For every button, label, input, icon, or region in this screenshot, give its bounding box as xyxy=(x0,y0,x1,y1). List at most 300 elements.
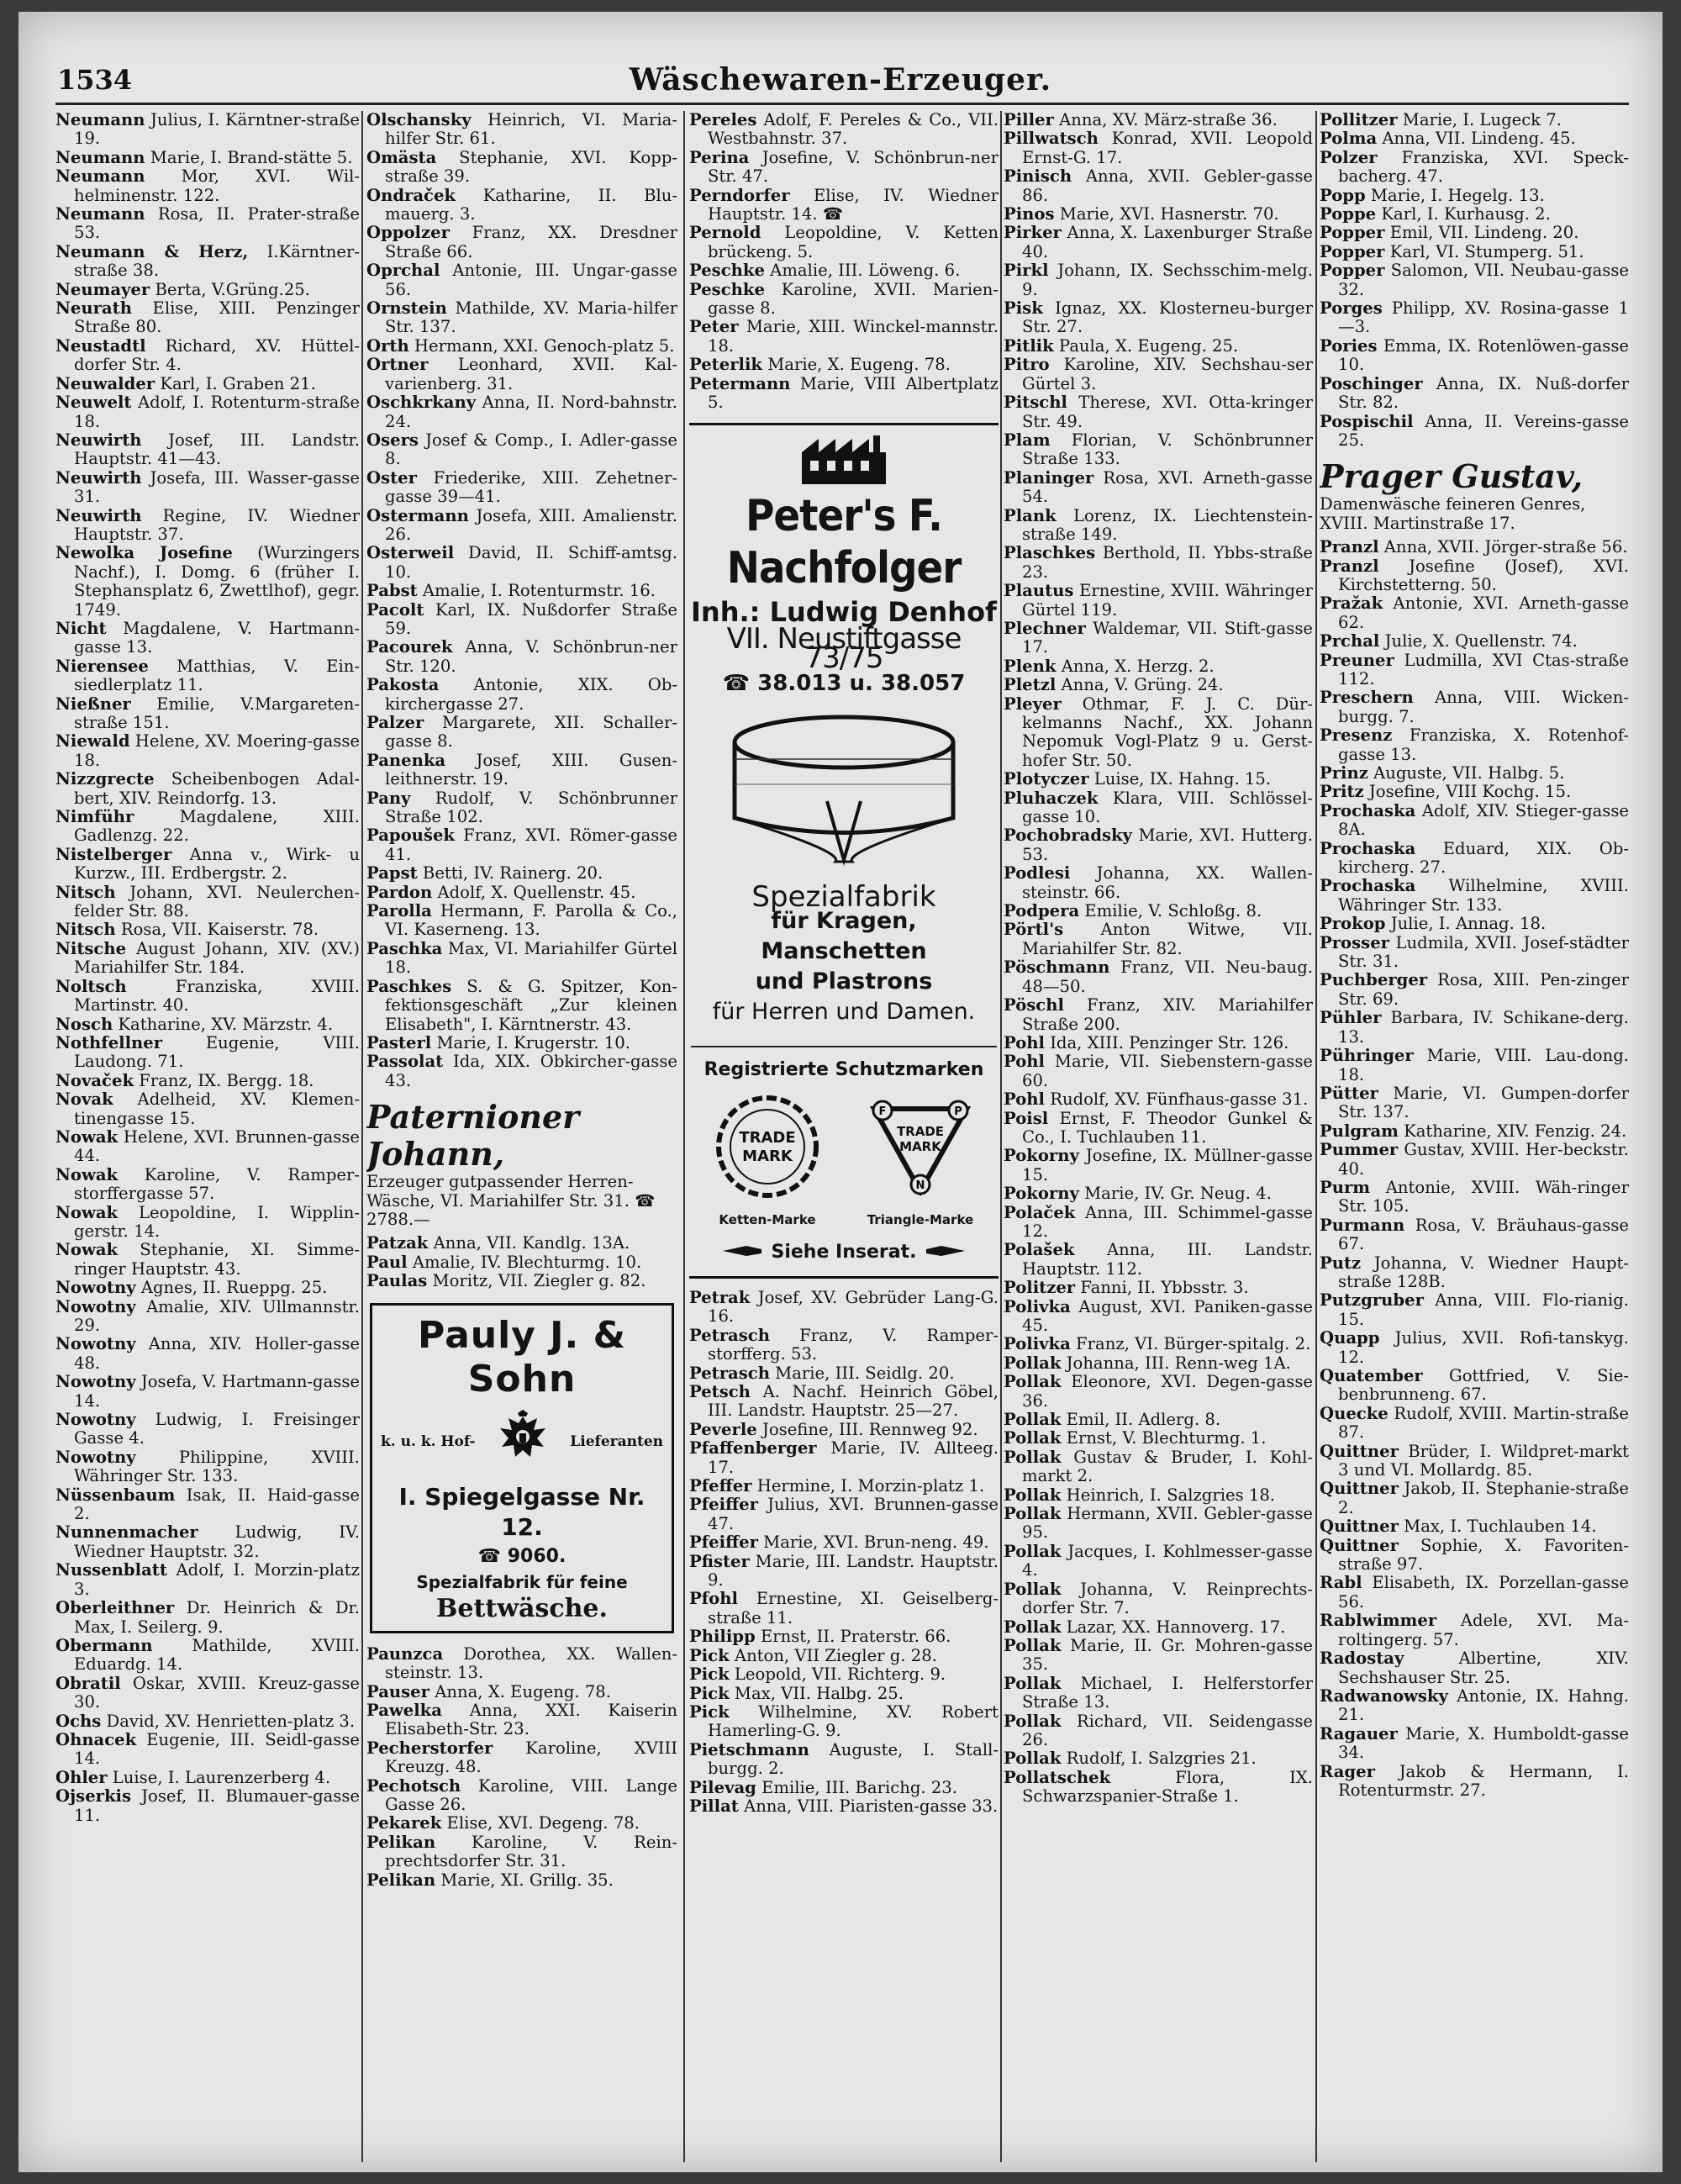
directory-entry xyxy=(1004,1712,1313,1750)
entry-details: Ida, XIX. Obkircher-gasse 43. xyxy=(385,1052,677,1090)
directory-entry xyxy=(1320,877,1629,915)
entry-name: Nowotny xyxy=(55,1372,136,1392)
directory-entry xyxy=(1004,1769,1313,1807)
directory-entry xyxy=(366,111,677,149)
directory-entry xyxy=(689,224,999,261)
entry-details: Matthias, V. Ein-siedlerplatz 11. xyxy=(74,656,360,695)
pointing-hand-icon xyxy=(721,1242,763,1264)
directory-entry xyxy=(55,1298,360,1336)
directory-entry xyxy=(1004,1052,1313,1090)
entry-details: Albertine, XIV. Sechshauser Str. 25. xyxy=(1338,1649,1629,1687)
directory-entry xyxy=(55,1373,360,1411)
entry-details: Josef, II. Blumauer-gasse 11. xyxy=(74,1786,360,1825)
directory-entry xyxy=(689,1289,999,1327)
directory-entry xyxy=(1004,1373,1313,1411)
directory-entry xyxy=(689,1741,999,1779)
entry-details: Jakob, II. Stephanie-straße 2. xyxy=(1338,1479,1629,1517)
directory-entry xyxy=(689,1553,999,1591)
directory-entry xyxy=(55,1523,360,1561)
directory-entry xyxy=(1320,1141,1629,1179)
directory-entry xyxy=(1004,1675,1313,1712)
directory-entry xyxy=(366,337,677,356)
entry-details: Ernestine, XVIII. Währinger Gürtel 119. xyxy=(1022,581,1313,620)
directory-entry xyxy=(55,1016,360,1034)
entry-name: Nowotny xyxy=(55,1334,136,1354)
ad-specialty: Spezialfabrik xyxy=(751,879,936,914)
entry-details: David, II. Schiff-amtsg. 10. xyxy=(385,543,677,582)
entry-name: Oprchal xyxy=(366,261,440,281)
entry-details: Anna, VIII. Flo-rianig. 15. xyxy=(1338,1290,1629,1329)
entry-name: Pohl xyxy=(1004,1032,1045,1052)
entry-name: Ortner xyxy=(366,355,429,375)
entry-name: Pütter xyxy=(1320,1083,1378,1103)
entry-details: Katharine, XIV. Fenzig. 24. xyxy=(1398,1121,1627,1141)
directory-entry xyxy=(1004,1090,1313,1109)
directory-entry xyxy=(55,808,360,846)
directory-entry xyxy=(1004,1749,1313,1768)
entry-details: Othmar, F. J. C. Dür-kelmanns Nachf., XX. Johann Nepomuk Vogl-Platz 9 u. Gerst-hofer Str. 50. xyxy=(1022,694,1313,770)
entry-name: Nowak xyxy=(55,1202,119,1222)
entry-name: Novak xyxy=(55,1089,113,1110)
entry-name: Oschkrkany xyxy=(366,393,477,413)
entry-name: Pfohl xyxy=(689,1589,738,1609)
directory-entry xyxy=(1004,393,1313,431)
entry-details: Marie, X. Humboldt-gasse 34. xyxy=(1338,1723,1629,1763)
entry-name: Nüssenbaum xyxy=(55,1485,176,1505)
entry-details: Josefine, VIII Kochg. 15. xyxy=(1363,782,1572,802)
directory-entry xyxy=(689,1327,999,1364)
entry-name: Neumann xyxy=(55,166,145,187)
entry-name: Nitsch xyxy=(55,882,116,902)
entry-name: Pulgram xyxy=(1320,1121,1399,1141)
entry-details: Franz, XX. Dresdner Straße 66. xyxy=(385,223,677,261)
directory-entry xyxy=(1320,413,1629,451)
directory-entry xyxy=(1320,1405,1629,1443)
entry-details: Franz, XIV. Mariahilfer Straße 200. xyxy=(1022,995,1313,1034)
directory-entry xyxy=(689,1439,999,1477)
entry-details: Rosa, VII. Kaiserstr. 78. xyxy=(115,920,319,940)
entry-name: Nierensee xyxy=(55,656,149,676)
directory-entry xyxy=(366,864,677,883)
entry-name: Neuwelt xyxy=(55,393,132,413)
directory-entry xyxy=(366,1739,677,1777)
entry-name: Pummer xyxy=(1320,1140,1399,1160)
directory-entry xyxy=(1320,1537,1629,1575)
entry-details: Anna, X. Laxenburger Straße 40. xyxy=(1022,223,1313,261)
entry-details: Franz, VI. Bürger-spitalg. 2. xyxy=(1070,1334,1311,1354)
entry-details: Marie, XVI. Hutterg. 53. xyxy=(1022,826,1313,864)
directory-entry xyxy=(1004,1279,1313,1297)
directory-entry xyxy=(1320,1480,1629,1517)
entry-details: Marie, III. Landstr. Hauptstr. 9. xyxy=(708,1551,999,1591)
entry-details: Julius, I. Kärntner-straße 19. xyxy=(74,111,360,149)
directory-entry xyxy=(55,1675,360,1712)
directory-entry xyxy=(55,337,360,375)
directory-entry xyxy=(1004,789,1313,827)
entry-details: Stephanie, XVI. Kopp-straße 39. xyxy=(385,147,677,187)
entry-name: Papoušek xyxy=(366,826,455,846)
entry-name: Petrasch xyxy=(689,1363,770,1383)
entry-list xyxy=(689,111,999,413)
entry-name: Nothfellner xyxy=(55,1032,163,1052)
entry-name: Pollak xyxy=(1004,1504,1062,1524)
column-2 xyxy=(366,111,677,2162)
entry-details: Franziska, X. Rotenhof-gasse 13. xyxy=(1338,725,1629,764)
entry-name: Prokop xyxy=(1320,914,1386,934)
entry-details: Anna, X. Herzg. 2. xyxy=(1056,656,1215,676)
entry-name: Prinz xyxy=(1320,763,1368,783)
entry-name: Pollak xyxy=(1004,1541,1062,1561)
entry-details: Ernst, V. Blechturmg. 1. xyxy=(1061,1428,1267,1448)
directory-entry xyxy=(1320,205,1629,224)
directory-entry xyxy=(689,149,999,187)
entry-details: Josefine, IX. Müllner-gasse 15. xyxy=(1022,1146,1313,1184)
directory-entry xyxy=(366,582,677,600)
triangle-trademark xyxy=(866,1092,975,1230)
entry-details: Helene, XVI. Brunnen-gasse 44. xyxy=(74,1126,360,1166)
directory-entry xyxy=(1320,129,1629,148)
directory-entry xyxy=(366,1871,677,1890)
entry-name: Neumann & Herz, xyxy=(55,241,249,261)
entry-details: Rosa, XVI. Arneth-gasse 54. xyxy=(1022,467,1313,507)
directory-entry xyxy=(689,111,999,149)
entry-details: Auguste, VII. Halbg. 5. xyxy=(1367,763,1565,783)
entry-name: Pühringer xyxy=(1320,1046,1414,1066)
chain-mark-text-1: TRADE xyxy=(739,1128,796,1147)
directory-entry xyxy=(1320,1763,1629,1801)
directory-entry xyxy=(1004,544,1313,582)
entry-name: Pollak xyxy=(1004,1617,1062,1637)
directory-entry xyxy=(1320,726,1629,764)
directory-entry xyxy=(366,1052,677,1090)
directory-entry xyxy=(1320,261,1629,299)
directory-entry xyxy=(1320,1443,1629,1480)
entry-details: Johann, IX. Sechsschim-melg. 9. xyxy=(1022,261,1313,299)
entry-details: August Johann, XIV. (XV.) Mariahilfer Str. 184. xyxy=(74,938,360,978)
entry-list xyxy=(1320,538,1629,1800)
entry-details: Helene, XV. Moering-gasse 18. xyxy=(74,731,360,770)
directory-entry xyxy=(55,1411,360,1448)
entry-name: Podpera xyxy=(1004,901,1080,921)
directory-entry xyxy=(1320,1179,1629,1216)
entry-details: Marie, II. Gr. Mohren-gasse 35. xyxy=(1022,1635,1313,1675)
entry-name: Popper xyxy=(1320,223,1385,243)
advertisement-peters-nachfolger xyxy=(689,423,999,1279)
entry-details: Moritz, VII. Ziegler g. 82. xyxy=(427,1271,646,1291)
triangle-mark-text-2: MARK xyxy=(899,1138,941,1154)
entry-name: Nowotny xyxy=(55,1278,136,1298)
entry-details: Franz, XVI. Römer-gasse 41. xyxy=(385,826,677,864)
entry-name: Pechotsch xyxy=(366,1775,461,1796)
advertisement-pauly xyxy=(370,1303,674,1633)
directory-entry xyxy=(1320,111,1629,129)
display-entry-name: Paternioner Johann, xyxy=(366,1098,580,1174)
directory-entry xyxy=(366,902,677,940)
entry-name: Olschansky xyxy=(366,111,472,129)
entry-details: Brüder, I. Wildpret-markt 3 und VI. Mollardg. 85. xyxy=(1338,1441,1629,1480)
directory-entry xyxy=(366,884,677,902)
directory-entry xyxy=(55,111,360,149)
entry-name: Peverle xyxy=(689,1419,757,1439)
entry-name: Petrasch xyxy=(689,1325,770,1345)
directory-entry xyxy=(55,393,360,431)
directory-entry xyxy=(366,261,677,299)
directory-entry xyxy=(1320,1047,1629,1084)
directory-entry xyxy=(1320,187,1629,205)
entry-name: Pranzl xyxy=(1320,556,1379,576)
directory-entry xyxy=(1004,864,1313,902)
directory-entry xyxy=(1004,1411,1313,1429)
directory-entry xyxy=(55,1279,360,1297)
entry-details: Anna, II. Nord-bahnstr. 24. xyxy=(385,393,677,431)
entry-details: Antonie, XVIII. Wäh-ringer Str. 105. xyxy=(1338,1177,1629,1216)
entry-details: Marie, XVI. Brun-neng. 49. xyxy=(757,1532,989,1553)
entry-details: Ernestine, XI. Geiselberg-straße 11. xyxy=(708,1589,999,1627)
entry-details: August, XVI. Paniken-gasse 45. xyxy=(1022,1296,1313,1335)
directory-entry xyxy=(689,1496,999,1533)
entry-details: Ludmilla, XVI Ctas-straße 112. xyxy=(1338,650,1629,688)
directory-entry xyxy=(689,261,999,280)
directory-entry xyxy=(55,469,360,507)
entry-details: Karl, VI. Stumperg. 51. xyxy=(1384,241,1584,261)
entry-name: Neuwirth xyxy=(55,505,142,525)
column-3 xyxy=(689,111,999,2162)
column-5 xyxy=(1320,111,1629,2162)
entry-details: Hermine, I. Morzin-platz 1. xyxy=(751,1476,985,1496)
double-eagle-emblem-icon xyxy=(493,1410,552,1474)
entry-details: Katharine, II. Blu-mauerg. 3. xyxy=(385,185,677,224)
trademark-row xyxy=(691,1092,997,1230)
entry-details: Gottfried, V. Sie-benbrunneng. 67. xyxy=(1338,1366,1629,1405)
entry-details: Lazar, XX. Hannoverg. 17. xyxy=(1061,1617,1286,1637)
directory-entry xyxy=(55,1335,360,1373)
entry-name: Niewald xyxy=(55,731,130,752)
directory-entry xyxy=(1320,1612,1629,1649)
entry-name: Neuwirth xyxy=(55,430,142,450)
column-rule xyxy=(1000,111,1002,2162)
entry-details: Ludmila, XVII. Josef-städter Str. 31. xyxy=(1338,932,1629,972)
entry-details: Johanna, XX. Wallen-steinstr. 66. xyxy=(1022,863,1313,902)
entry-details: Eleonore, XVI. Degen-gasse 36. xyxy=(1022,1372,1313,1411)
entry-details: Max, VII. Halbg. 25. xyxy=(729,1683,904,1703)
directory-entry xyxy=(689,1627,999,1646)
entry-details: I.Kärntner-straße 38. xyxy=(74,241,360,281)
directory-entry xyxy=(366,789,677,827)
entry-details: Ludwig, IV. Wiedner Hauptstr. 32. xyxy=(74,1522,360,1561)
directory-entry xyxy=(689,187,999,224)
entry-details: Hermann, F. Parolla & Co., VI. Kaserneng. 13. xyxy=(385,901,677,940)
entry-name: Pakosta xyxy=(366,675,440,695)
entry-name: Quatember xyxy=(1320,1366,1423,1385)
ad-firm-name: Pauly J. & Sohn xyxy=(418,1313,626,1401)
entry-name: Pollak xyxy=(1004,1447,1062,1467)
entry-name: Poppe xyxy=(1320,204,1377,224)
directory-entry xyxy=(1004,1241,1313,1279)
ad-trademark-heading: Registrierte Schutzmarken xyxy=(691,1046,997,1079)
entry-details: Josef, XV. Gebrüder Lang-G. 16. xyxy=(708,1287,999,1327)
column-rule xyxy=(361,111,363,2162)
ad-see-advert xyxy=(691,1242,997,1264)
directory-entry xyxy=(1004,1637,1313,1675)
entry-details: Franz, VII. Neu-baug. 48—50. xyxy=(1022,957,1313,996)
entry-name: Pacourek xyxy=(366,637,453,657)
entry-name: Quittner xyxy=(1320,1441,1399,1461)
entry-details: Josef, III. Landstr. Hauptstr. 41—43. xyxy=(74,430,360,469)
entry-details: Marie, XVI. Hasnerstr. 70. xyxy=(1054,204,1279,224)
entry-details: Ernst, II. Praterstr. 66. xyxy=(755,1627,951,1647)
entry-details: Hermann, XVII. Gebler-gasse 95. xyxy=(1022,1504,1313,1543)
ad-purveyor-row xyxy=(381,1410,663,1474)
entry-details: Magdalene, XIII. Gadlenzg. 22. xyxy=(74,807,360,846)
entry-name: Obermann xyxy=(55,1635,153,1655)
entry-details: Marie, I. Lugeck 7. xyxy=(1397,111,1562,129)
entry-name: Prchal xyxy=(1320,631,1380,652)
entry-name: Pfeiffer xyxy=(689,1495,758,1515)
directory-entry xyxy=(55,1448,360,1486)
directory-entry xyxy=(1320,1254,1629,1292)
entry-name: Purmann xyxy=(1320,1215,1405,1235)
entry-details: Richard, XV. Hüttel-dorfer Str. 4. xyxy=(74,335,360,375)
entry-details: Therese, XVI. Otta-kringer Str. 49. xyxy=(1022,393,1313,431)
entry-name: Paschka xyxy=(366,938,443,958)
entry-name: Nunnenmacher xyxy=(55,1522,198,1543)
entry-name: Radwanowsky xyxy=(1320,1685,1448,1706)
directory-entry xyxy=(1320,557,1629,595)
directory-entry xyxy=(1320,594,1629,632)
directory-entry xyxy=(366,1683,677,1701)
directory-entry xyxy=(1320,802,1629,840)
entry-name: Neumann xyxy=(55,111,145,129)
ad-owner: Inh.: Ludwig Denhof xyxy=(691,595,997,628)
entry-name: Neumann xyxy=(55,204,145,224)
ad-telephone: ☎ 9060. xyxy=(477,1545,566,1567)
entry-details: Max, I. Tuchlauben 14. xyxy=(1398,1517,1597,1537)
entry-details: Ignaz, XX. Klosterneu-burger Str. 27. xyxy=(1022,298,1313,337)
entry-details: Franz, V. Ramper-storfferg. 53. xyxy=(708,1325,999,1364)
entry-name: Pollak xyxy=(1004,1485,1062,1505)
entry-details: Anna v., Wirk- u Kurzw., III. Erdbergstr. 2. xyxy=(74,844,360,884)
directory-entry xyxy=(55,1204,360,1242)
entry-details: Josefine, III. Rennweg 92. xyxy=(756,1419,978,1439)
entry-name: Paulas xyxy=(366,1271,428,1291)
entry-name: Osterweil xyxy=(366,543,455,563)
entry-details: Sophie, X. Favoriten-straße 97. xyxy=(1338,1535,1629,1575)
directory-entry xyxy=(1004,1505,1313,1543)
directory-entry xyxy=(366,1034,677,1052)
directory-entry xyxy=(1320,934,1629,972)
directory-entry xyxy=(55,1166,360,1204)
directory-entry xyxy=(1320,1687,1629,1725)
ad-purveyor-right: Lieferanten xyxy=(570,1432,663,1450)
directory-entry xyxy=(1004,337,1313,356)
entry-details: Leopoldine, V. Ketten brückeng. 5. xyxy=(708,223,999,261)
entry-name: Pollitzer xyxy=(1320,111,1398,129)
entry-name: Neumayer xyxy=(55,279,150,299)
directory-entry xyxy=(689,1383,999,1421)
entry-name: Pohl xyxy=(1004,1089,1045,1110)
directory-entry xyxy=(1004,1110,1313,1147)
directory-entry xyxy=(366,1777,677,1815)
entry-name: Pekarek xyxy=(366,1813,442,1833)
entry-details: Elise, XIII. Penzinger Straße 80. xyxy=(74,298,360,337)
directory-entry xyxy=(1004,695,1313,771)
directory-entry xyxy=(1004,1543,1313,1580)
directory-entry xyxy=(366,978,677,1034)
directory-entry xyxy=(1004,111,1313,129)
entry-name: Plank xyxy=(1004,505,1057,525)
entry-name: Paschkes xyxy=(366,976,452,996)
directory-entry xyxy=(55,884,360,921)
entry-name: Quecke xyxy=(1320,1403,1389,1423)
entry-details: Adolf, F. Pereles & Co., VII. Westbahnstr. 37. xyxy=(708,111,999,149)
entry-details: Philippine, XVIII. Währinger Str. 133. xyxy=(74,1447,360,1486)
entry-details: Heinrich, VI. Maria-hilfer Str. 61. xyxy=(385,111,677,149)
entry-details: Marie, VIII Albertplatz 5. xyxy=(708,373,999,413)
running-head: Wäschewaren-Erzeuger. xyxy=(629,62,1052,98)
entry-name: Pokorny xyxy=(1004,1184,1079,1204)
directory-entry xyxy=(1004,1034,1313,1052)
directory-entry xyxy=(689,281,999,319)
directory-entry xyxy=(689,1590,999,1627)
entry-details: Marie, IV. Gr. Neug. 4. xyxy=(1078,1184,1272,1204)
entry-details: Philipp, XV. Rosina-gasse 1—3. xyxy=(1338,298,1629,337)
entry-name: Paunzca xyxy=(366,1643,444,1664)
directory-entry xyxy=(689,1421,999,1439)
entry-name: Pitschl xyxy=(1004,393,1067,413)
directory-entry xyxy=(366,752,677,789)
directory-entry xyxy=(689,1364,999,1383)
svg-text:N: N xyxy=(915,1179,925,1192)
entry-details: Anna, V. Schönbrun-ner Str. 120. xyxy=(385,637,677,676)
column-1 xyxy=(55,111,360,2162)
entry-name: Pollak xyxy=(1004,1579,1062,1599)
entry-name: Pereles xyxy=(689,111,757,129)
entry-details: Anna, VIII. Piaristen-gasse 33. xyxy=(738,1796,999,1816)
directory-entry xyxy=(55,978,360,1016)
entry-name: Pirkl xyxy=(1004,261,1049,281)
directory-entry xyxy=(1004,582,1313,620)
directory-entry xyxy=(366,1833,677,1871)
entry-details: Katharine, XV. Märzstr. 4. xyxy=(113,1014,334,1034)
entry-name: Planinger xyxy=(1004,467,1094,488)
directory-entry xyxy=(366,601,677,639)
entry-name: Radostay xyxy=(1320,1649,1404,1669)
entry-details: Johann, XVI. Neulerchen-felder Str. 88. xyxy=(74,882,360,921)
entry-details: Josefa, III. Wasser-gasse 31. xyxy=(74,467,360,507)
directory-entry xyxy=(366,1645,677,1683)
entry-name: Peschke xyxy=(689,261,765,281)
entry-details: Gustav, XVIII. Her-beckstr. 40. xyxy=(1338,1140,1629,1179)
directory-entry xyxy=(55,167,360,205)
entry-name: Neuwirth xyxy=(55,467,142,488)
directory-entry xyxy=(1004,299,1313,337)
entry-details: Josefa, XIII. Amalienstr. 26. xyxy=(385,505,677,544)
entry-name: Pollak xyxy=(1004,1635,1062,1655)
entry-details: Julius, XVII. Rofi-tanskyg. 12. xyxy=(1338,1328,1629,1367)
directory-entry xyxy=(1320,1574,1629,1612)
entry-details: Jacques, I. Kohlmesser-gasse 4. xyxy=(1022,1541,1313,1580)
entry-name: Nizzgrecte xyxy=(55,769,155,789)
entry-details: Antonie, IX. Hahng. 21. xyxy=(1338,1685,1629,1725)
entry-details: Adolf, I. Morzin-platz 3. xyxy=(74,1560,360,1599)
entry-name: Plautus xyxy=(1004,581,1074,601)
directory-entry xyxy=(1320,1009,1629,1047)
entry-name: Newolka Josefine xyxy=(55,543,233,563)
entry-details: Franz, IX. Bergg. 18. xyxy=(134,1070,314,1090)
directory-entry xyxy=(1004,507,1313,545)
entry-details: Gustav & Bruder, I. Kohl-markt 2. xyxy=(1022,1447,1313,1486)
ad-address: VII. Neustiftgasse 73/75 xyxy=(726,622,962,675)
